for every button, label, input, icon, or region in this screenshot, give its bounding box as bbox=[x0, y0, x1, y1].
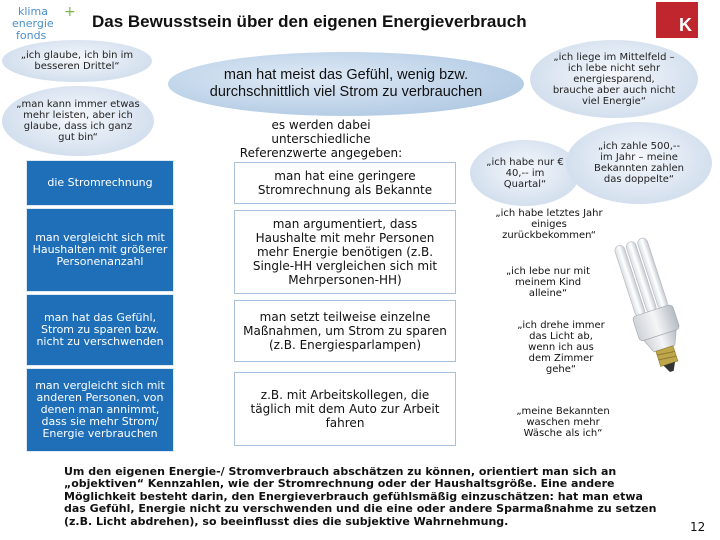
quote-cloud bbox=[530, 40, 698, 118]
category-box: die Stromrechnung bbox=[26, 160, 174, 206]
quote-cloud bbox=[566, 122, 712, 204]
quote-text: „ich habe nur € 40,-- im Quartal“ bbox=[486, 156, 564, 190]
quote-cloud bbox=[2, 40, 152, 82]
category-box: man hat das Gefühl, Strom zu sparen bzw. nicht zu verschwenden bbox=[26, 294, 174, 366]
quote-text: „ich liege im Mittelfeld – ich lebe nicht sehr energiesparend, brauche aber auch nicht viel Energie“ bbox=[552, 51, 676, 107]
subheadline: es werden dabei unterschiedliche Referenzwerte angegeben: bbox=[239, 118, 403, 160]
headline-text: man hat meist das Gefühl, wenig bzw. durchschnittlich viel Strom zu verbrauchen bbox=[209, 67, 483, 100]
quote-text: „ich drehe immer das Licht ab, wenn ich aus dem Zimmer gehe“ bbox=[517, 320, 605, 375]
quote-text: „ich lebe nur mit meinem Kind alleine“ bbox=[506, 266, 590, 299]
description-box: man argumentiert, dass Haushalte mit mehr Personen mehr Energie benötigen (z.B. Single-HH vergleichen sich mit Mehrpersonen-HH) bbox=[234, 210, 456, 294]
logo-plus: + bbox=[64, 4, 76, 20]
logo-text-2: energie bbox=[12, 17, 54, 30]
description-box: man setzt teilweise einzelne Maßnahmen, um Strom zu sparen (z.B. Energiesparlampen) bbox=[234, 300, 456, 362]
logo-text-1: klima bbox=[18, 5, 48, 18]
quote-cloud bbox=[2, 86, 154, 156]
quote-text: „meine Bekannten waschen mehr Wäsche als ich“ bbox=[516, 406, 610, 439]
quote-text: „ich glaube, ich bin im besseren Drittel“ bbox=[20, 50, 134, 72]
description-box: z.B. mit Arbeitskollegen, die täglich mit dem Auto zur Arbeit fahren bbox=[234, 372, 456, 446]
energy-saving-lamp-icon bbox=[612, 232, 694, 382]
page-number: 12 bbox=[690, 520, 706, 534]
headline-ellipse bbox=[168, 52, 524, 116]
k-logo: K bbox=[656, 2, 698, 38]
summary-paragraph: Um den eigenen Energie-/ Stromverbrauch abschätzen zu können, orientiert man sich an „objektiven“ Kennzahlen, wie der Stromrechnung oder der Haushaltsgröße. Eine andere Möglichkeit besteht darin, den Energieverbrauch gefühlsmäßig einzuschätzen: hat man etwa das Gefühl, Energie nicht zu verschwenden und die eine oder andere Sparmaßnahme zu setzen (z.B. Licht abdrehen), so beeinflusst dies die subjektive Wahrnehmung. bbox=[64, 465, 657, 528]
quote-text: „man kann immer etwas mehr leisten, aber ich glaube, dass ich ganz gut bin“ bbox=[16, 99, 140, 143]
quote-text: „ich zahle 500,-- im Jahr – meine Bekannten zahlen das doppelte“ bbox=[593, 141, 684, 185]
page-title: Das Bewusstsein über den eigenen Energieverbrauch bbox=[92, 12, 527, 31]
quote-text: „ich habe letztes Jahr einiges zurückbekommen“ bbox=[495, 208, 603, 241]
category-box: man vergleicht sich mit Haushalten mit größerer Personenanzahl bbox=[26, 208, 174, 292]
description-box: man hat eine geringere Stromrechnung als Bekannte bbox=[234, 162, 456, 204]
quote-cloud bbox=[470, 140, 580, 206]
category-box: man vergleicht sich mit anderen Personen, von denen man annimmt, dass sie mehr Strom/ Energie verbrauchen bbox=[26, 368, 174, 452]
logo-text-3: fonds bbox=[16, 29, 47, 42]
